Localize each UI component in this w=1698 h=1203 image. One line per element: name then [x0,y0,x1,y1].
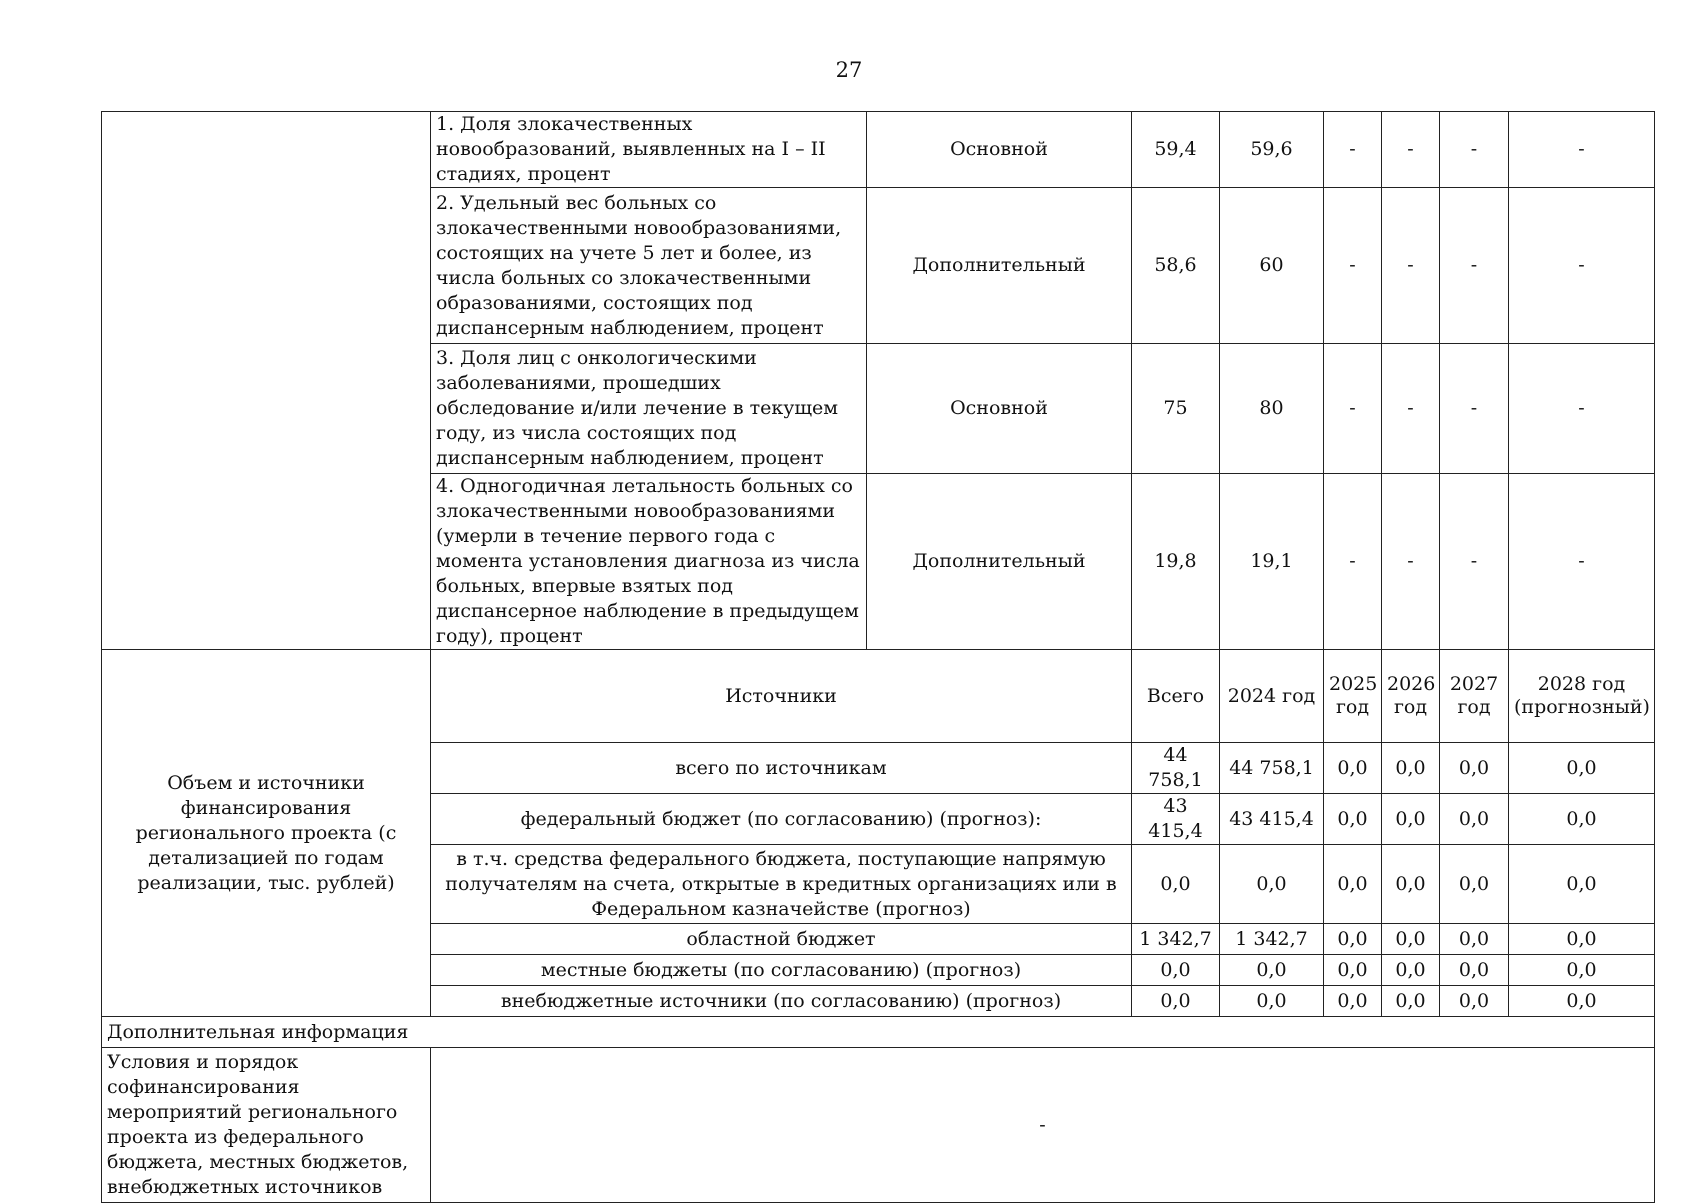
financing-2024: 0,0 [1220,986,1324,1017]
financing-source: в т.ч. средства федерального бюджета, поступающие напрямую получателям на счета, открытые в кредитных организациях или в Федеральном казначействе (прогноз) [431,845,1132,924]
indicator-2028: - [1509,188,1655,344]
indicator-type: Основной [867,344,1132,474]
indicator-name: 4. Одногодичная летальность больных со злокачественными новообразованиями (умерли в течение первого года с момента установления диагноза из числа больных, впервые взятых под диспансерное наблюдение в предыдущем году), процент [431,474,867,650]
financing-2028: 0,0 [1509,743,1655,794]
financing-2025: 0,0 [1324,924,1382,955]
indicator-2028: - [1509,112,1655,188]
indicator-name: 2. Удельный вес больных со злокачественными новообразованиями, состоящих на учете 5 лет и более, из числа больных со злокачественными образованиями, состоящих под диспансерным наблюдением, процент [431,188,867,344]
financing-2026: 0,0 [1382,794,1440,845]
financing-label: Объем и источники финансирования регионального проекта (с детализацией по годам реализации, тыс. рублей) [102,650,431,1017]
financing-2027: 0,0 [1440,743,1509,794]
indicator-2026: - [1382,474,1440,650]
indicator-2025: - [1324,112,1382,188]
financing-2027: 0,0 [1440,924,1509,955]
indicator-2024: 59,6 [1220,112,1324,188]
financing-2028: 0,0 [1509,845,1655,924]
financing-source: федеральный бюджет (по согласованию) (прогноз): [431,794,1132,845]
financing-header-2026: 2026 год [1382,650,1440,743]
financing-2026: 0,0 [1382,743,1440,794]
indicator-total: 75 [1132,344,1220,474]
financing-2028: 0,0 [1509,794,1655,845]
financing-total: 0,0 [1132,986,1220,1017]
financing-header-2027: 2027 год [1440,650,1509,743]
financing-2024: 0,0 [1220,845,1324,924]
financing-header-2024: 2024 год [1220,650,1324,743]
financing-2025: 0,0 [1324,845,1382,924]
financing-2026: 0,0 [1382,924,1440,955]
indicator-2027: - [1440,188,1509,344]
financing-2026: 0,0 [1382,845,1440,924]
financing-header-2028: 2028 год (прогнозный) [1509,650,1655,743]
financing-header-row [102,650,1655,743]
financing-header-sources: Источники [431,650,1132,743]
financing-2027: 0,0 [1440,986,1509,1017]
financing-source: внебюджетные источники (по согласованию) (прогноз) [431,986,1132,1017]
financing-2025: 0,0 [1324,794,1382,845]
indicator-2025: - [1324,474,1382,650]
financing-2026: 0,0 [1382,955,1440,986]
page-number: 27 [835,58,863,82]
project-table [101,111,1655,1203]
indicator-2025: - [1324,344,1382,474]
indicator-2024: 60 [1220,188,1324,344]
cofinancing-value: - [431,1048,1655,1203]
financing-source: местные бюджеты (по согласованию) (прогноз) [431,955,1132,986]
financing-2025: 0,0 [1324,743,1382,794]
indicator-2025: - [1324,188,1382,344]
indicator-name: 3. Доля лиц с онкологическими заболеваниями, прошедших обследование и/или лечение в текущем году, из числа состоящих под диспансерным наблюдением, процент [431,344,867,474]
indicator-2027: - [1440,474,1509,650]
indicator-total: 19,8 [1132,474,1220,650]
additional-info-row [102,1017,1655,1048]
indicator-row [102,112,1655,188]
financing-2027: 0,0 [1440,955,1509,986]
financing-2024: 43 415,4 [1220,794,1324,845]
financing-2028: 0,0 [1509,924,1655,955]
indicator-name: 1. Доля злокачественных новообразований, выявленных на I – II стадиях, процент [431,112,867,188]
additional-info-heading: Дополнительная информация [102,1017,1655,1048]
indicator-type: Основной [867,112,1132,188]
financing-2026: 0,0 [1382,986,1440,1017]
financing-2027: 0,0 [1440,794,1509,845]
indicator-type: Дополнительный [867,474,1132,650]
financing-2025: 0,0 [1324,986,1382,1017]
indicator-2026: - [1382,112,1440,188]
financing-2028: 0,0 [1509,955,1655,986]
financing-2027: 0,0 [1440,845,1509,924]
financing-header-total: Всего [1132,650,1220,743]
financing-2024: 0,0 [1220,955,1324,986]
indicator-2027: - [1440,344,1509,474]
indicator-total: 59,4 [1132,112,1220,188]
financing-2028: 0,0 [1509,986,1655,1017]
financing-total: 0,0 [1132,955,1220,986]
financing-source: областной бюджет [431,924,1132,955]
indicator-2027: - [1440,112,1509,188]
financing-total: 1 342,7 [1132,924,1220,955]
financing-header-2025: 2025 год [1324,650,1382,743]
indicator-2028: - [1509,474,1655,650]
indicator-2026: - [1382,344,1440,474]
financing-2025: 0,0 [1324,955,1382,986]
indicator-label-cell [102,112,431,650]
indicator-total: 58,6 [1132,188,1220,344]
financing-total: 43 415,4 [1132,794,1220,845]
indicator-2024: 19,1 [1220,474,1324,650]
indicator-2026: - [1382,188,1440,344]
financing-total: 0,0 [1132,845,1220,924]
financing-total: 44 758,1 [1132,743,1220,794]
cofinancing-row [102,1048,1655,1203]
indicator-2028: - [1509,344,1655,474]
financing-2024: 1 342,7 [1220,924,1324,955]
indicator-type: Дополнительный [867,188,1132,344]
financing-source: всего по источникам [431,743,1132,794]
financing-2024: 44 758,1 [1220,743,1324,794]
cofinancing-label: Условия и порядок софинансирования мероприятий регионального проекта из федерального бюджета, местных бюджетов, внебюджетных источников [102,1048,431,1203]
indicator-2024: 80 [1220,344,1324,474]
